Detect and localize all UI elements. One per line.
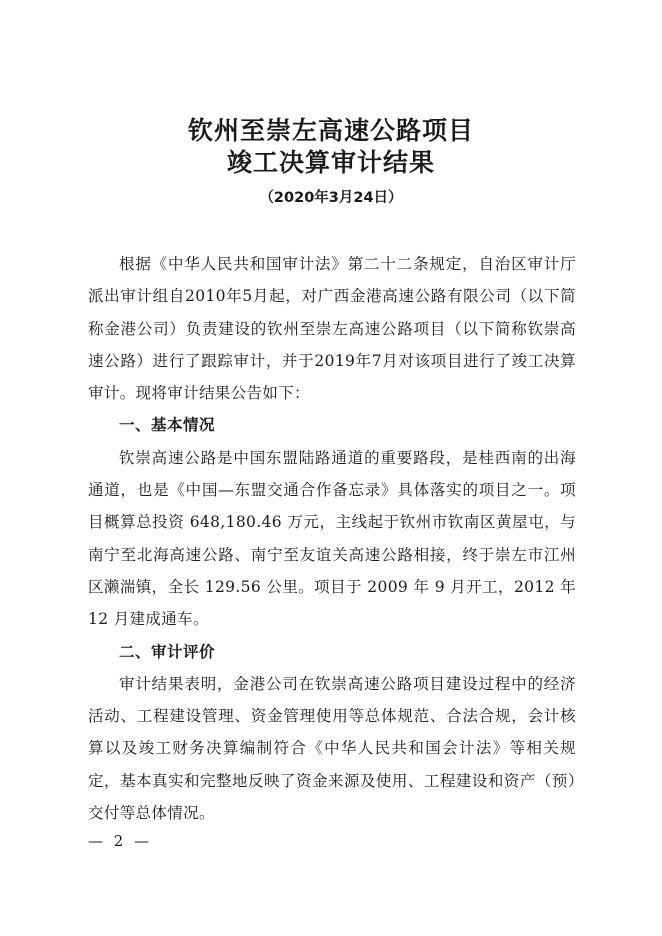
intro-paragraph: 根据《中华人民共和国审计法》第二十二条规定，自治区审计厅派出审计组自2010年5月起，对广西金港高速公路有限公司（以下简称金港公司）负责建设的钦州至崇左高速公路项目（以下简称钦崇高速公路）进行了跟踪审计，并于2019年7月对该项目进行了竣工决算审计。现将审计结果公告如下：: [88, 255, 576, 403]
section-heading-basic-info: 一、基本情况: [119, 416, 216, 435]
document-title-line2: 竣工决算审计结果: [226, 148, 435, 177]
audit-evaluation-paragraph: 审计结果表明，金港公司在钦崇高速公路项目建设过程中的经济活动、工程建设管理、资金管理使用等总体规范、合法合规，会计核算以及竣工财务决算编制符合《中华人民共和国会计法》等相关规定，基本真实和完整地反映了资金来源及使用、工程建设和资产（预）交付等总体情况。: [88, 674, 576, 823]
publication-date: （2020年3月24日）: [259, 190, 403, 206]
page-number: — 2 —: [88, 832, 153, 850]
document-title-line1: 钦州至崇左高速公路项目: [187, 116, 474, 145]
document-body: [88, 248, 576, 829]
basic-info-paragraph: 钦崇高速公路是中国东盟陆路通道的重要路段，是桂西南的出海通道，也是《中国—东盟交通合作备忘录》具体落实的项目之一。项目概算总投资 648,180.46 万元，主线起于钦州市钦南区黄屋屯，与南宁至北海高速公路、南宁至友谊关高速公路相接，终于崇左市江州区濑湍镇，全长 129.56 公里。项目于 2009 年 9 月开工，2012 年 12 月建成通车。: [88, 448, 576, 629]
section-heading-audit-evaluation: 二、审计评价: [119, 642, 216, 661]
